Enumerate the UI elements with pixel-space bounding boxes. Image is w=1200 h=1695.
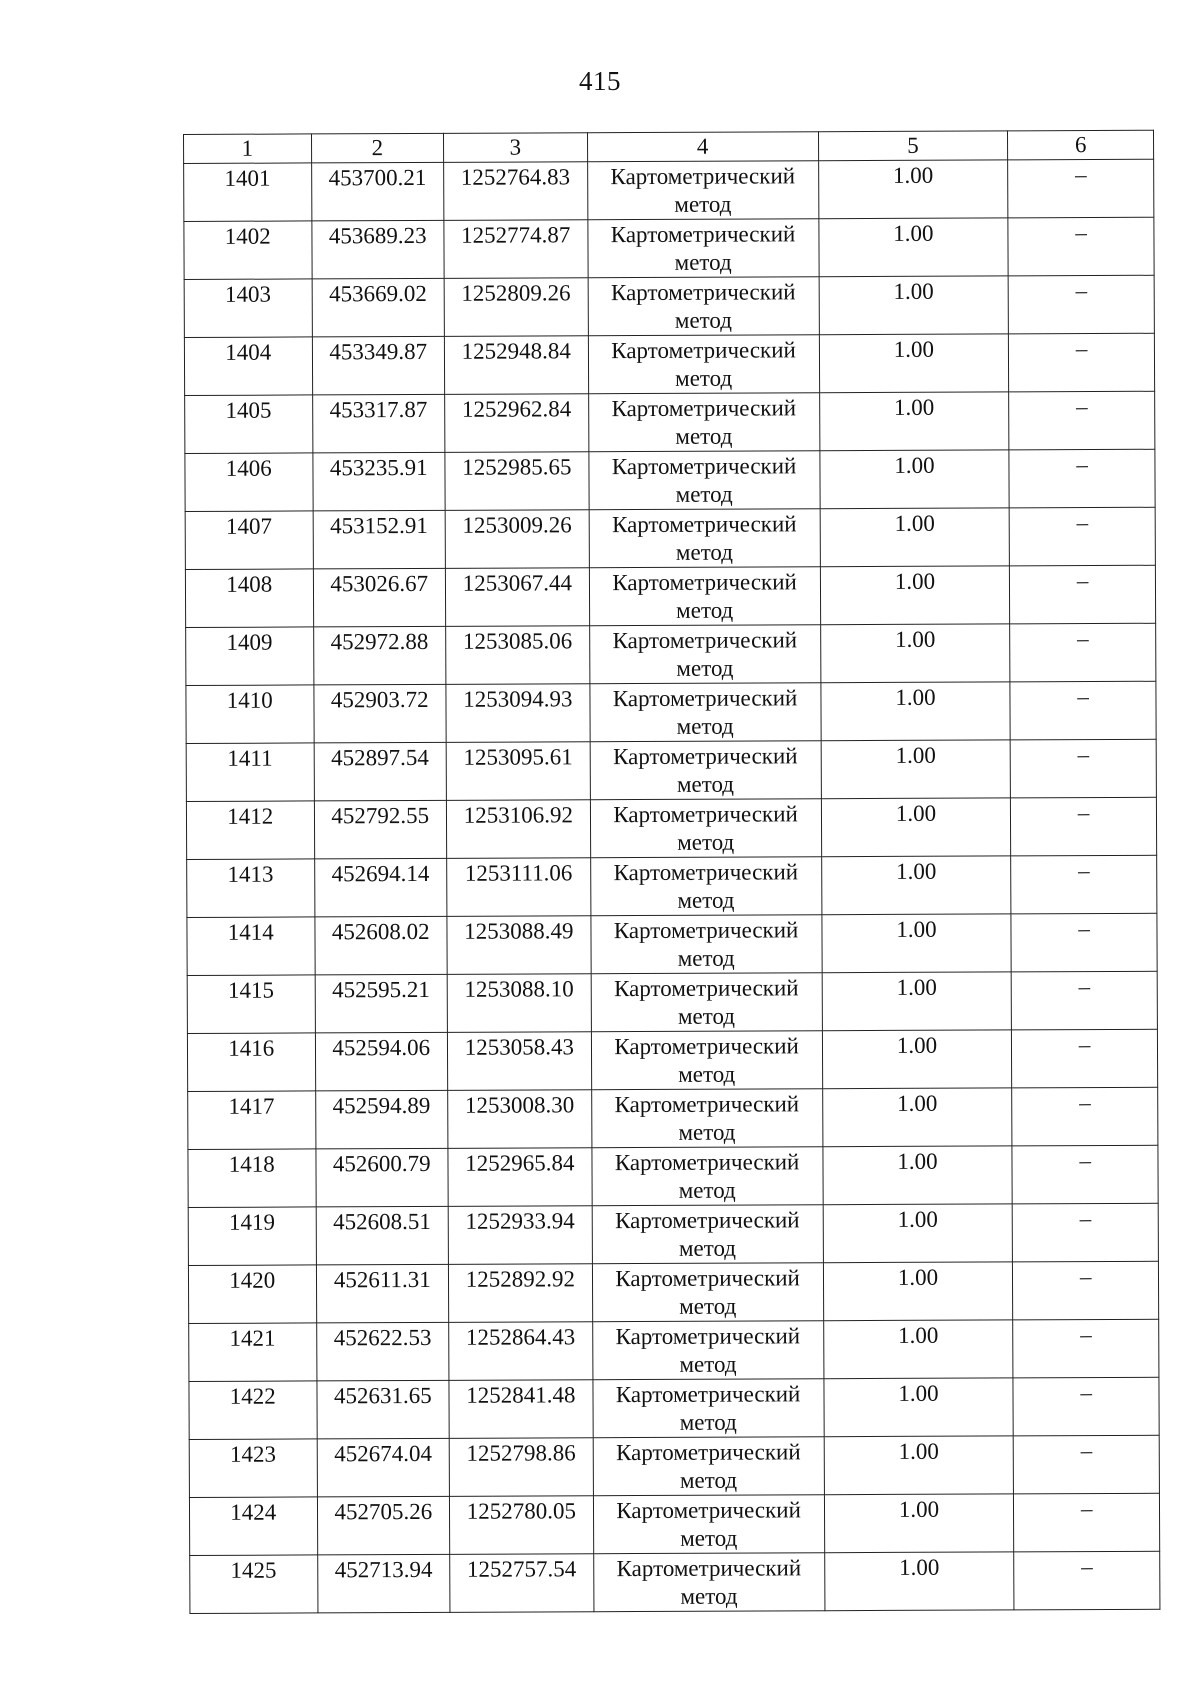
note-cell: – xyxy=(1009,449,1155,508)
table-row xyxy=(186,739,1156,801)
y-coordinate-cell: 1253095.61 xyxy=(446,742,590,801)
header-cell-4: 4 xyxy=(587,132,818,162)
note-cell: – xyxy=(1013,1203,1159,1262)
x-coordinate-cell: 453317.87 xyxy=(312,394,445,453)
point-number-cell: 1415 xyxy=(187,975,315,1034)
method-cell xyxy=(589,625,820,684)
method-cell xyxy=(591,915,822,974)
method-text: Картометрический метод xyxy=(611,453,797,507)
accuracy-cell: 1.00 xyxy=(819,450,1009,509)
point-number-cell: 1413 xyxy=(187,859,315,918)
x-coordinate-cell: 453152.91 xyxy=(313,510,446,569)
method-cell xyxy=(588,277,819,336)
note-cell: – xyxy=(1014,1551,1160,1610)
method-cell xyxy=(593,1553,824,1612)
point-number-cell: 1406 xyxy=(185,453,313,512)
table-row xyxy=(184,159,1154,221)
header-cell-1: 1 xyxy=(184,134,312,164)
point-number-cell: 1421 xyxy=(189,1323,317,1382)
method-text: Картометрический метод xyxy=(614,1033,799,1087)
point-number-cell: 1405 xyxy=(185,395,313,454)
point-number-cell: 1420 xyxy=(188,1265,316,1324)
accuracy-cell: 1.00 xyxy=(821,798,1011,857)
method-text: Картометрический метод xyxy=(612,627,798,681)
accuracy-cell: 1.00 xyxy=(822,1146,1012,1205)
x-coordinate-cell: 453669.02 xyxy=(312,278,445,337)
method-text: Картометрический метод xyxy=(612,743,798,797)
method-cell xyxy=(593,1495,824,1554)
header-cell-2: 2 xyxy=(311,133,444,163)
y-coordinate-cell: 1252764.83 xyxy=(444,162,588,221)
header-cell-3: 3 xyxy=(444,133,588,163)
table-row xyxy=(188,1145,1158,1207)
point-number-cell: 1401 xyxy=(184,163,312,222)
method-text: Картометрический метод xyxy=(616,1497,801,1551)
point-number-cell: 1424 xyxy=(189,1497,317,1556)
accuracy-cell: 1.00 xyxy=(820,508,1010,567)
accuracy-cell: 1.00 xyxy=(819,334,1009,393)
y-coordinate-cell: 1252757.54 xyxy=(450,1554,594,1613)
table-row xyxy=(186,623,1156,685)
table-row xyxy=(187,971,1157,1033)
accuracy-cell: 1.00 xyxy=(822,1088,1012,1147)
accuracy-cell: 1.00 xyxy=(824,1436,1014,1495)
accuracy-cell: 1.00 xyxy=(824,1494,1014,1553)
note-cell: – xyxy=(1010,681,1156,740)
table-row xyxy=(184,217,1154,279)
table-row xyxy=(184,333,1154,395)
method-cell xyxy=(588,219,819,278)
y-coordinate-cell: 1252948.84 xyxy=(444,336,588,395)
x-coordinate-cell: 453349.87 xyxy=(312,336,445,395)
method-cell xyxy=(590,683,821,742)
method-text: Картометрический метод xyxy=(612,569,797,623)
method-cell xyxy=(588,335,819,394)
header-row xyxy=(184,130,1154,163)
point-number-cell: 1411 xyxy=(186,743,314,802)
y-coordinate-cell: 1253088.49 xyxy=(447,916,591,975)
method-cell xyxy=(587,161,818,220)
method-cell xyxy=(591,1031,822,1090)
method-cell xyxy=(593,1379,824,1438)
x-coordinate-cell: 452594.06 xyxy=(315,1032,448,1091)
accuracy-cell: 1.00 xyxy=(818,160,1008,219)
point-number-cell: 1409 xyxy=(186,627,314,686)
y-coordinate-cell: 1252780.05 xyxy=(449,1496,593,1555)
method-text: Картометрический метод xyxy=(614,1149,800,1203)
accuracy-cell: 1.00 xyxy=(822,972,1012,1031)
x-coordinate-cell: 452594.89 xyxy=(315,1090,448,1149)
accuracy-cell: 1.00 xyxy=(823,1262,1013,1321)
table-row xyxy=(186,681,1156,743)
accuracy-cell: 1.00 xyxy=(820,566,1010,625)
table-row xyxy=(189,1493,1159,1555)
y-coordinate-cell: 1252933.94 xyxy=(448,1206,592,1265)
y-coordinate-cell: 1253088.10 xyxy=(447,974,591,1033)
method-text: Картометрический метод xyxy=(615,1207,800,1261)
method-cell xyxy=(588,393,819,452)
method-cell xyxy=(593,1437,824,1496)
x-coordinate-cell: 452608.02 xyxy=(314,916,447,975)
accuracy-cell: 1.00 xyxy=(819,276,1009,335)
point-number-cell: 1412 xyxy=(186,801,314,860)
y-coordinate-cell: 1252809.26 xyxy=(444,278,588,337)
point-number-cell: 1418 xyxy=(188,1149,316,1208)
x-coordinate-cell: 452713.94 xyxy=(317,1554,450,1613)
table-row xyxy=(189,1435,1159,1497)
accuracy-cell: 1.00 xyxy=(823,1204,1013,1263)
x-coordinate-cell: 452897.54 xyxy=(314,742,447,801)
note-cell: – xyxy=(1009,391,1155,450)
table-row xyxy=(189,1377,1159,1439)
table-row xyxy=(187,1029,1157,1091)
table-row xyxy=(186,797,1156,859)
table-row xyxy=(188,1087,1158,1149)
note-cell: – xyxy=(1012,1029,1158,1088)
note-cell: – xyxy=(1013,1377,1159,1436)
x-coordinate-cell: 453689.23 xyxy=(311,220,444,279)
table-row xyxy=(188,1261,1158,1323)
y-coordinate-cell: 1252841.48 xyxy=(449,1380,593,1439)
point-number-cell: 1408 xyxy=(185,569,313,628)
table-body xyxy=(184,159,1160,1613)
x-coordinate-cell: 452595.21 xyxy=(315,974,448,1033)
accuracy-cell: 1.00 xyxy=(820,624,1010,683)
x-coordinate-cell: 453026.67 xyxy=(313,568,446,627)
table-row xyxy=(187,855,1157,917)
note-cell: – xyxy=(1013,1261,1159,1320)
note-cell: – xyxy=(1014,1493,1160,1552)
table-row xyxy=(187,913,1157,975)
table-row xyxy=(185,449,1155,511)
point-number-cell: 1407 xyxy=(185,511,313,570)
method-cell xyxy=(591,1089,822,1148)
x-coordinate-cell: 452903.72 xyxy=(313,684,446,743)
y-coordinate-cell: 1252962.84 xyxy=(445,394,589,453)
method-text: Картометрический метод xyxy=(616,1555,802,1609)
header-cell-6: 6 xyxy=(1008,130,1154,160)
note-cell: – xyxy=(1010,565,1156,624)
table-row xyxy=(185,565,1155,627)
y-coordinate-cell: 1253009.26 xyxy=(445,510,589,569)
x-coordinate-cell: 452694.14 xyxy=(314,858,447,917)
table-row xyxy=(188,1203,1158,1265)
x-coordinate-cell: 452705.26 xyxy=(317,1496,450,1555)
method-text: Картометрический метод xyxy=(610,221,796,275)
point-number-cell: 1423 xyxy=(189,1439,317,1498)
point-number-cell: 1410 xyxy=(186,685,314,744)
accuracy-cell: 1.00 xyxy=(823,1320,1013,1379)
point-number-cell: 1417 xyxy=(188,1091,316,1150)
note-cell: – xyxy=(1012,1087,1158,1146)
table-row xyxy=(189,1319,1159,1381)
y-coordinate-cell: 1252864.43 xyxy=(449,1322,593,1381)
note-cell: – xyxy=(1008,159,1154,218)
note-cell: – xyxy=(1014,1435,1160,1494)
accuracy-cell: 1.00 xyxy=(821,914,1011,973)
y-coordinate-cell: 1252798.86 xyxy=(449,1438,593,1497)
method-text: Картометрический метод xyxy=(616,1439,801,1493)
method-cell xyxy=(592,1147,823,1206)
method-cell xyxy=(589,509,820,568)
y-coordinate-cell: 1253094.93 xyxy=(446,684,590,743)
note-cell: – xyxy=(1009,507,1155,566)
y-coordinate-cell: 1253085.06 xyxy=(446,626,590,685)
method-text: Картометрический метод xyxy=(611,337,796,391)
method-text: Картометрический метод xyxy=(611,395,797,449)
accuracy-cell: 1.00 xyxy=(824,1552,1014,1611)
method-text: Картометрический метод xyxy=(615,1381,801,1435)
table-header xyxy=(184,130,1154,163)
note-cell: – xyxy=(1012,971,1158,1030)
method-text: Картометрический метод xyxy=(613,801,798,855)
table-row xyxy=(185,391,1155,453)
y-coordinate-cell: 1252965.84 xyxy=(448,1148,592,1207)
method-text: Картометрический метод xyxy=(610,163,796,217)
method-text: Картометрический метод xyxy=(611,511,797,565)
point-number-cell: 1403 xyxy=(184,279,312,338)
accuracy-cell: 1.00 xyxy=(821,740,1011,799)
table-row xyxy=(185,507,1155,569)
method-text: Картометрический метод xyxy=(612,685,798,739)
accuracy-cell: 1.00 xyxy=(823,1378,1013,1437)
point-number-cell: 1425 xyxy=(190,1555,318,1614)
y-coordinate-cell: 1253067.44 xyxy=(445,568,589,627)
accuracy-cell: 1.00 xyxy=(819,392,1009,451)
table-row xyxy=(190,1551,1160,1613)
method-text: Картометрический метод xyxy=(614,975,799,1029)
y-coordinate-cell: 1253058.43 xyxy=(447,1032,591,1091)
note-cell: – xyxy=(1010,739,1156,798)
point-number-cell: 1404 xyxy=(184,337,312,396)
y-coordinate-cell: 1252892.92 xyxy=(448,1264,592,1323)
point-number-cell: 1419 xyxy=(188,1207,316,1266)
method-text: Картометрический метод xyxy=(615,1323,801,1377)
note-cell: – xyxy=(1013,1319,1159,1378)
x-coordinate-cell: 452631.65 xyxy=(316,1380,449,1439)
page-number: 415 xyxy=(579,66,621,96)
method-cell xyxy=(592,1205,823,1264)
accuracy-cell: 1.00 xyxy=(820,682,1010,741)
method-cell xyxy=(591,973,822,1032)
y-coordinate-cell: 1253008.30 xyxy=(448,1090,592,1149)
table-row xyxy=(184,275,1154,337)
point-number-cell: 1422 xyxy=(189,1381,317,1440)
x-coordinate-cell: 452611.31 xyxy=(316,1264,449,1323)
accuracy-cell: 1.00 xyxy=(822,1030,1012,1089)
method-cell xyxy=(592,1263,823,1322)
accuracy-cell: 1.00 xyxy=(821,856,1011,915)
y-coordinate-cell: 1253106.92 xyxy=(446,800,590,859)
note-cell: – xyxy=(1008,275,1154,334)
note-cell: – xyxy=(1010,623,1156,682)
x-coordinate-cell: 453700.21 xyxy=(311,162,444,221)
header-cell-5: 5 xyxy=(818,131,1008,161)
note-cell: – xyxy=(1008,217,1154,276)
method-cell xyxy=(590,741,821,800)
x-coordinate-cell: 452792.55 xyxy=(314,800,447,859)
note-cell: – xyxy=(1009,333,1155,392)
method-cell xyxy=(590,799,821,858)
note-cell: – xyxy=(1011,797,1157,856)
point-number-cell: 1402 xyxy=(184,221,312,280)
x-coordinate-cell: 452674.04 xyxy=(317,1438,450,1497)
y-coordinate-cell: 1252985.65 xyxy=(445,452,589,511)
method-cell xyxy=(592,1321,823,1380)
x-coordinate-cell: 452608.51 xyxy=(316,1206,449,1265)
method-cell xyxy=(589,451,820,510)
x-coordinate-cell: 452972.88 xyxy=(313,626,446,685)
point-number-cell: 1414 xyxy=(187,917,315,976)
y-coordinate-cell: 1253111.06 xyxy=(447,858,591,917)
note-cell: – xyxy=(1011,913,1157,972)
method-cell xyxy=(590,857,821,916)
method-cell xyxy=(589,567,820,626)
note-cell: – xyxy=(1011,855,1157,914)
method-text: Картометрический метод xyxy=(613,859,799,913)
x-coordinate-cell: 452622.53 xyxy=(316,1322,449,1381)
point-number-cell: 1416 xyxy=(187,1033,315,1092)
coordinates-table xyxy=(183,130,1160,1614)
x-coordinate-cell: 452600.79 xyxy=(315,1148,448,1207)
method-text: Картометрический метод xyxy=(613,917,799,971)
method-text: Картометрический метод xyxy=(610,279,796,333)
method-text: Картометрический метод xyxy=(615,1265,800,1319)
x-coordinate-cell: 453235.91 xyxy=(312,452,445,511)
method-text: Картометрический метод xyxy=(614,1091,800,1145)
y-coordinate-cell: 1252774.87 xyxy=(444,220,588,279)
accuracy-cell: 1.00 xyxy=(818,218,1008,277)
note-cell: – xyxy=(1012,1145,1158,1204)
